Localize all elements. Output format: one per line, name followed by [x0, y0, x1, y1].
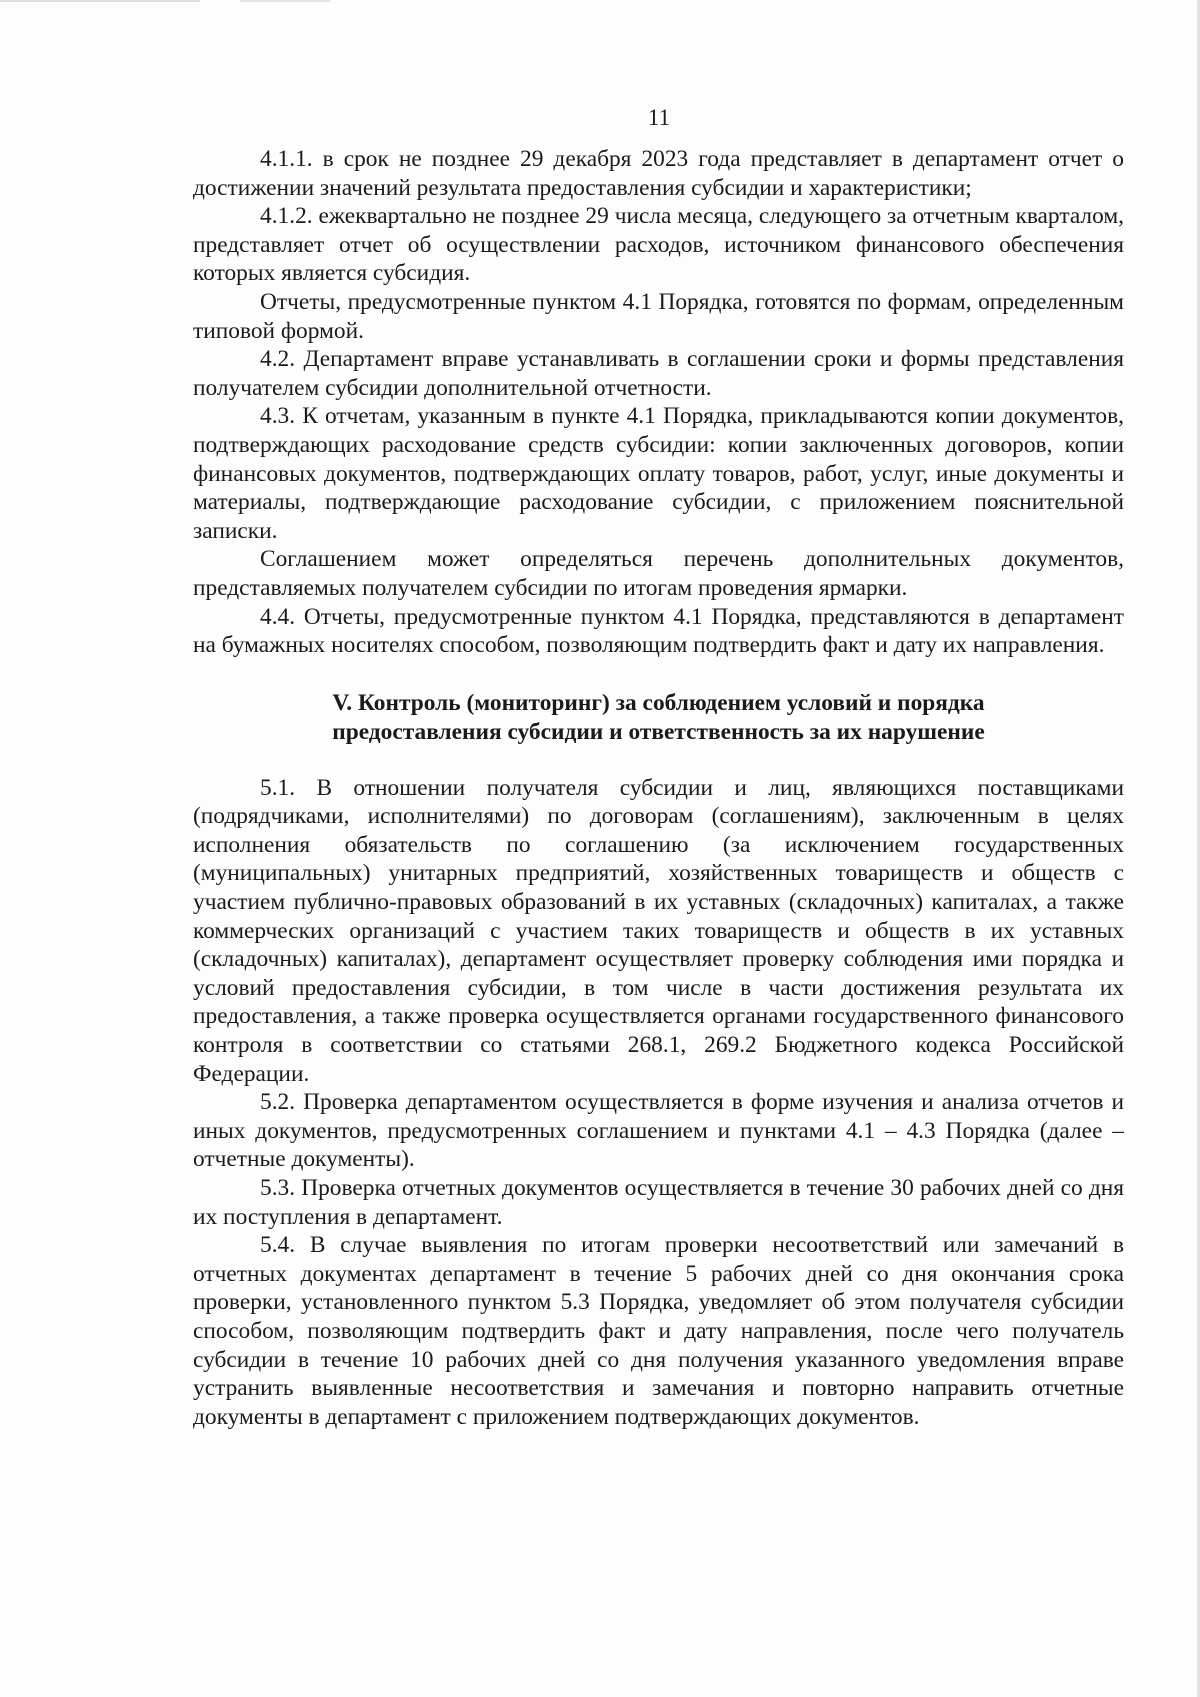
paragraph-5-1: 5.1. В отношении получателя субсидии и лиц, являющихся поставщиками (подрядчиками, исполнителями) по договорам (соглашениям), заключенным в целях исполнения обязательств по соглашению (за исключением государственных (муниципальных) унитарных предприятий, хозяйственных товариществ и обществ с участием публично-правовых образований в их уставных (складочных) капиталах, а также коммерческих организаций с участием таких товариществ и обществ в их уставных (складочных) капиталах), департамент осуществляет проверку соблюдения ими порядка и условий предоставления субсидии, в том числе в части достижения результата их предоставления, а также проверка осуществляется органами государственного финансового контроля в соответствии со статьями 268.1, 269.2 Бюджетного кодекса Российской Федерации. — [193, 774, 1124, 1087]
paragraph-additional-documents: Соглашением может определяться перечень дополнительных документов, представляемых получателем субсидии по итогам проведения ярмарки. — [193, 546, 1124, 601]
paragraph-4-1-1: 4.1.1. в срок не позднее 29 декабря 2023 года представляет в департамент отчет о достижении значений результата предоставления субсидии и характеристики; — [193, 146, 1124, 201]
paragraph-5-4: 5.4. В случае выявления по итогам проверки несоответствий или замечаний в отчетных документах департамент в течение 5 рабочих дней со дня окончания срока проверки, установленного пунктом 5.3 Порядка, уведомляет об этом получателя субсидии способом, позволяющим подтвердить факт и дату направления, после чего получатель субсидии в течение 10 рабочих дней со дня получения указанного уведомления вправе устранить выявленные несоответствия и замечания и повторно направить отчетные документы в департамент с приложением подтверждающих документов. — [193, 1232, 1124, 1430]
paragraph-reports-forms: Отчеты, предусмотренные пунктом 4.1 Порядка, готовятся по формам, определенным типовой формой. — [193, 288, 1124, 344]
paragraph-4-4: 4.4. Отчеты, предусмотренные пунктом 4.1 Порядка, представляются в департамент на бумажных носителях способом, позволяющим подтвердить факт и дату их направления. — [193, 603, 1124, 659]
section-heading-line-1: V. Контроль (мониторинг) за соблюдением условий и порядка — [332, 689, 985, 716]
section-heading-line-2: предоставления субсидии и ответственность за их нарушение — [332, 718, 985, 745]
page-number: 11 — [647, 105, 671, 130]
paragraph-4-2: 4.2. Департамент вправе устанавливать в соглашении сроки и формы представления получателем субсидии дополнительной отчетности. — [193, 346, 1124, 401]
section-heading — [193, 689, 1124, 747]
paragraph-4-1-2: 4.1.2. ежеквартально не позднее 29 числа месяца, следующего за отчетным кварталом, представляет отчет об осуществлении расходов, источником финансового обеспечения которых является субсидия. — [193, 203, 1124, 287]
paragraph-4-3: 4.3. К отчетам, указанным в пункте 4.1 Порядка, прикладываются копии документов, подтверждающих расходование средств субсидии: копии заключенных договоров, копии финансовых документов, подтверждающих оплату товаров, работ, услуг, иные документы и материалы, подтверждающие расходование субсидии, с приложением пояснительной записки. — [193, 403, 1124, 544]
scan-edge-top — [0, 0, 1200, 2]
document-body — [193, 145, 1124, 1431]
paragraph-5-3: 5.3. Проверка отчетных документов осуществляется в течение 30 рабочих дней со дня их поступления в департамент. — [193, 1175, 1124, 1230]
paragraph-5-2: 5.2. Проверка департаментом осуществляется в форме изучения и анализа отчетов и иных документов, предусмотренных соглашением и пунктами 4.1 – 4.3 Порядка (далее – отчетные документы). — [193, 1089, 1124, 1173]
